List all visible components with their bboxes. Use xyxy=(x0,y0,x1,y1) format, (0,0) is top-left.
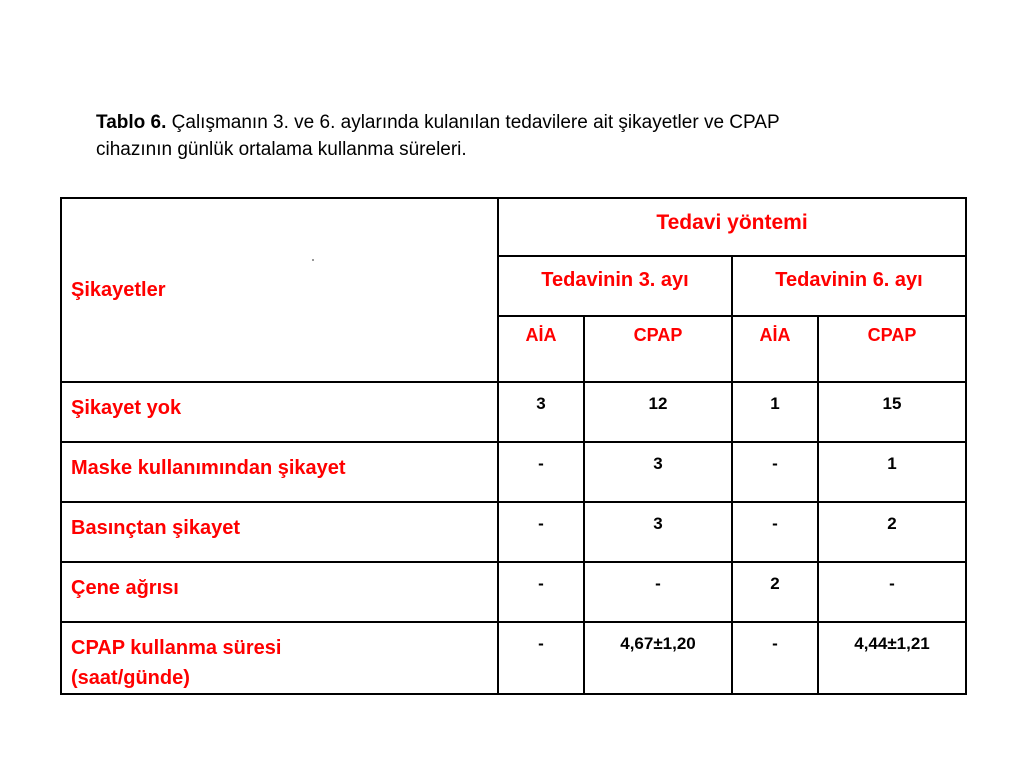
table-cell: 3 xyxy=(584,442,732,502)
month-header-6: Tedavinin 6. ayı xyxy=(732,256,966,316)
table-cell: 15 xyxy=(818,382,966,442)
table-row xyxy=(61,382,966,442)
table-row xyxy=(61,562,966,622)
table-row xyxy=(61,442,966,502)
row-label: Maske kullanımından şikayet xyxy=(61,442,498,502)
row-label: Basınçtan şikayet xyxy=(61,502,498,562)
table-cell: 1 xyxy=(732,382,818,442)
sub-header-cpap-3: CPAP xyxy=(584,316,732,382)
table-row xyxy=(61,622,966,694)
caption-label: Tablo 6. xyxy=(96,112,167,133)
table-cell: 4,44±1,21 xyxy=(818,622,966,694)
caption-line2: cihazının günlük ortalama kullanma süreleri. xyxy=(96,139,467,160)
group-header: Tedavi yöntemi xyxy=(498,198,966,256)
table-caption xyxy=(96,109,956,163)
caption-line1: Çalışmanın 3. ve 6. aylarında kulanılan tedavilere ait şikayetler ve CPAP xyxy=(166,112,780,133)
sub-header-cpap-6: CPAP xyxy=(818,316,966,382)
row-label: Çene ağrısı xyxy=(61,562,498,622)
table-cell: - xyxy=(584,562,732,622)
table-cell: - xyxy=(498,622,584,694)
month-header-3: Tedavinin 3. ayı xyxy=(498,256,732,316)
table-cell: 2 xyxy=(818,502,966,562)
table-cell: - xyxy=(498,562,584,622)
table-cell: 3 xyxy=(584,502,732,562)
row-label-line2: (saat/günde) xyxy=(71,667,190,689)
decorative-dot xyxy=(312,259,314,261)
table-cell: - xyxy=(732,442,818,502)
table-cell: 12 xyxy=(584,382,732,442)
table-cell: - xyxy=(498,442,584,502)
row-label: Şikayet yok xyxy=(61,382,498,442)
sub-header-aia-6: AİA xyxy=(732,316,818,382)
table-cell: 4,67±1,20 xyxy=(584,622,732,694)
table-cell: - xyxy=(818,562,966,622)
table-row xyxy=(61,502,966,562)
row-label-line1: CPAP kullanma süresi xyxy=(71,637,282,659)
sub-header-aia-3: AİA xyxy=(498,316,584,382)
table-cell: - xyxy=(732,502,818,562)
complaints-table xyxy=(60,197,967,695)
table-cell: - xyxy=(732,622,818,694)
table-cell: 2 xyxy=(732,562,818,622)
row-header-label: Şikayetler xyxy=(71,278,166,301)
row-header-cell xyxy=(61,198,498,382)
table-cell: - xyxy=(498,502,584,562)
table-cell: 1 xyxy=(818,442,966,502)
header-row-group xyxy=(61,198,966,256)
row-label xyxy=(61,622,498,694)
table-cell: 3 xyxy=(498,382,584,442)
